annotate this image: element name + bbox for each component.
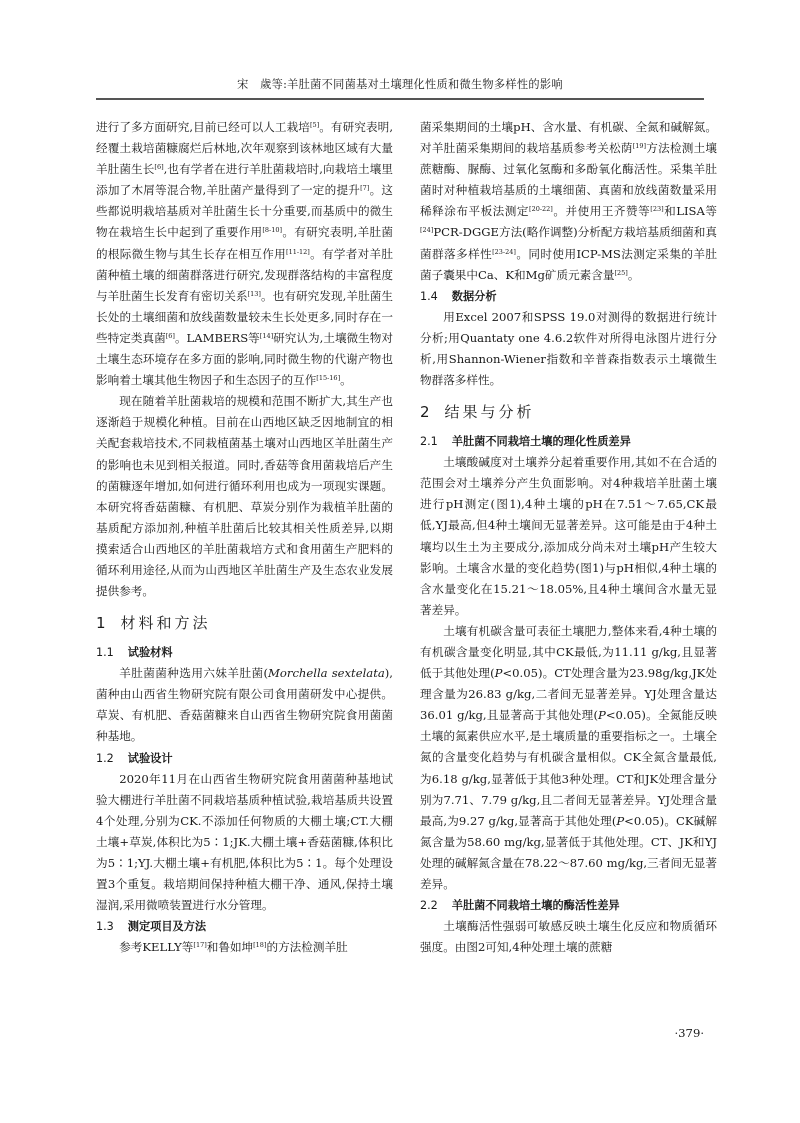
ph-moisture-paragraph: 土壤酸碱度对土壤养分起着重要作用,其如不在合适的范围会对土壤养分产生负面影响。对4种栽培羊肚菌土壤进行pH测定(图1),4种土壤的pH在7.51～7.65,CK最低,YJ最高,但4种土壤间无显著差异。这可能是由于4种土壤均以生土为主要成分,添加成分尚未对土壤pH产生较大影响。土壤含水量的变化趋势(图1)与pH相似,4种土壤的含水量变化在15.21～18.05%,且4种土壤间含水量无显著差异。 — [420, 455, 717, 617]
citation[interactable]: [13] — [247, 289, 261, 298]
citation[interactable]: [11-12] — [286, 247, 310, 256]
section-heading-1: 1 材料和方法 — [96, 614, 211, 633]
citation[interactable]: [5] — [309, 121, 320, 129]
right-column — [420, 117, 717, 958]
running-header — [96, 76, 704, 100]
subsection-heading-1-1: 1.1 试验材料 — [96, 646, 173, 660]
subsection-heading-2-2: 2.2 羊肚菌不同栽培土壤的酶活性差异 — [420, 899, 620, 913]
citation[interactable]: [15-16] — [316, 374, 341, 383]
citation[interactable]: [17] — [193, 941, 207, 950]
citation[interactable]: [8-10] — [262, 226, 283, 235]
citation[interactable]: [23-24] — [492, 247, 516, 256]
methods-paragraph-continued: 菌采集期间的土壤pH、含水量、有机碳、全氮和碱解氮。对羊肚菌采集期间的栽培基质参考关松荫[19]方法检测土壤蔗糖酶、脲酶、过氧化氢酶和多酚氧化酶活性。采集羊肚菌时对种植栽培基质的土壤细菌、真菌和放线菌数量采用稀释涂布平板法测定[20-22]。并使用王齐赞等[23]和LISA等[24]PCR-DGGE方法(略作调整)分析配方栽培基质细菌和真菌群落多样性[23-24]。同时使用ICP-MS法测定采集的羊肚菌子囊果中Ca、K和Mg矿质元素含量[25]。 — [420, 120, 717, 282]
subsection-heading-1-3: 1.3 测定项目及方法 — [96, 920, 207, 934]
running-title: 宋 歲等:羊肚菌不同菌基对土壤理化性质和微生物多样性的影响 — [237, 78, 563, 91]
intro-paragraph-continued: 进行了多方面研究,目前已经可以人工栽培[5]。有研究表明,经覆土栽培菌糠腐烂后林地,次年观察到该林地区域有大量羊肚菌生长[6],也有学者在进行羊肚菌栽培时,向栽培土壤里添加了木屑等混合物,羊肚菌产量得到了一定的提升[7]。这些都说明栽培基质对羊肚菌生长十分重要,而基质中的微生物在栽培生长中起到了重要作用[8-10]。有研究表明,羊肚菌的根际微生物与其生长存在相互作用[11-12]。有学者对羊肚菌种植土壤的细菌群落进行研究,发现群落结构的丰富程度与羊肚菌生长发育有密切关系[13]。也有研究发现,羊肚菌生长处的土壤细菌和放线菌数量较未生长处更多,同时存在一些特定类真菌[6]。LAMBERS等[14]研究认为,土壤微生物对土壤生态环境存在多方面的影响,同时微生物的代谢产物也影响着土壤其他生物因子和生态因子的互作[15-16]。 — [96, 120, 394, 388]
citation[interactable]: [6] — [154, 163, 164, 172]
citation[interactable]: [23] — [650, 205, 664, 214]
subsection-heading-2-1: 2.1 羊肚菌不同栽培土壤的理化性质差异 — [420, 435, 631, 449]
left-column — [96, 117, 393, 958]
citation[interactable]: [6] — [165, 331, 175, 340]
materials-paragraph: 羊肚菌菌种选用六妹羊肚菌(Morchella sextelata),菌种由山西省生物研究院有限公司食用菌研发中心提供。草炭、有机肥、香菇菌糠来自山西省生物研究院食用菌菌种基地。 — [96, 666, 393, 744]
intro-paragraph: 现在随着羊肚菌栽培的规模和范围不断扩大,其生产也逐渐趋于规模化种植。目前在山西地区缺乏因地制宜的相关配套栽培技术,不同栽植菌基土壤对山西地区羊肚菌生产的影响也未见到相关报道。同时,香菇等食用菌栽培后产生的菌糠逐年增加,如何进行循环利用也成为一项现实课题。本研究将香菇菌糠、有机肥、草炭分别作为栽植羊肚菌的基质配方添加剂,种植羊肚菌后比较其相关性质差异,以期摸索适合山西地区的羊肚菌栽培方式和食用菌生产肥料的循环利用途径,从而为山西地区羊肚菌生产及生态农业发展提供参考。 — [96, 394, 393, 599]
enzyme-paragraph-start: 土壤酶活性强弱可敏感反映土壤生化反应和物质循环强度。由图2可知,4种处理土壤的蔗糖 — [420, 919, 717, 955]
citation[interactable]: [25] — [614, 268, 628, 277]
species-name: Morchella sextelata — [268, 666, 385, 681]
subsection-heading-1-4: 1.4 数据分析 — [420, 289, 497, 303]
methods-paragraph-start: 参考KELLY等[17]和鲁如坤[18]的方法检测羊肚 — [119, 940, 348, 955]
section-heading-2: 2 结果与分析 — [420, 403, 535, 422]
citation[interactable]: [7] — [360, 184, 370, 193]
data-analysis-paragraph: 用Excel 2007和SPSS 19.0对测得的数据进行统计分析;用Quantaty one 4.6.2软件对所得电泳图片进行分析,用Shannon-Wiener指数和辛普森指数表示土壤微生物群落多样性。 — [420, 309, 717, 388]
carbon-nitrogen-paragraph: 土壤有机碳含量可表征土壤肥力,整体来看,4种土壤的有机碳含量变化明显,其中CK最低,为11.11 g/kg,且显著低于其他处理(P<0.05)。CT处理含量为23.98g/kg,JK处理含量为26.83 g/kg,二者间无显著差异。YJ处理含量达36.01 g/kg,且显著高于其他处理(P<0.05)。全氮能反映土壤的氮素供应水平,是土壤质量的重要指标之一。土壤全氮的含量变化趋势与有机碳含量相似。CK全氮含量最低,为6.18 g/kg,显著低于其他3种处理。CT和JK处理含量分别为7.71、7.79 g/kg,且二者间无显著差异。YJ处理含量最高,为9.27 g/kg,显著高于其他处理(P<0.05)。CK碱解氮含量为58.60 mg/kg,显著低于其他处理。CT、JK和YJ处理的碱解氮含量在78.22～87.60 mg/kg,三者间无显著差异。 — [420, 623, 717, 891]
citation[interactable]: [19] — [632, 142, 647, 151]
design-paragraph: 2020年11月在山西省生物研究院食用菌菌种基地试验大棚进行羊肚菌不同栽培基质种植试验,栽培基质共设置4个处理,分别为CK.不添加任何物质的大棚土壤;CT.大棚土壤+草炭,体积比为5∶1;JK.大棚土壤+香菇菌糠,体积比为5∶1;YJ.大棚土壤+有机肥,体积比为5∶1。每个处理设置3个重复。栽培期间保持种植大棚干净、通风,保持土壤湿润,采用微喷装置进行水分管理。 — [96, 771, 393, 913]
citation[interactable]: [24] — [420, 226, 434, 235]
subsection-heading-1-2: 1.2 试验设计 — [96, 751, 173, 765]
citation[interactable]: [20-22] — [529, 205, 553, 214]
page-number: ·379· — [674, 1026, 704, 1040]
citation[interactable]: [18] — [253, 941, 267, 950]
citation[interactable]: [14] — [259, 331, 274, 340]
